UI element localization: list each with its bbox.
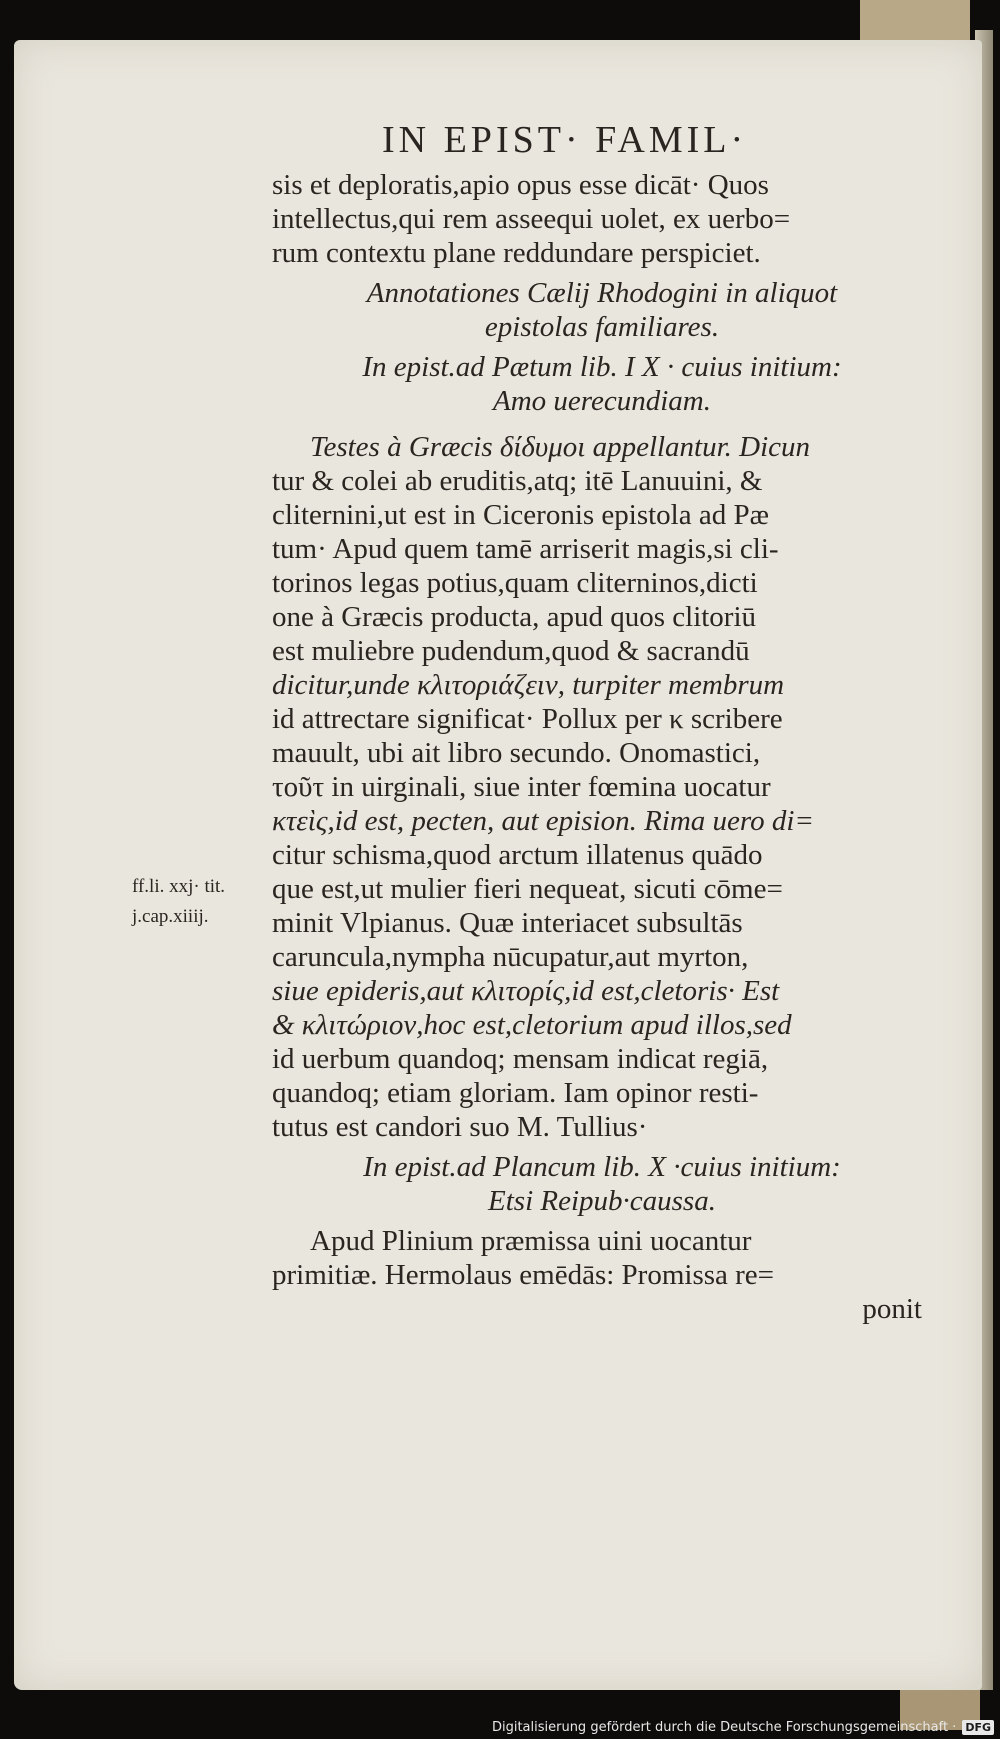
text-line: Etsi Reipub·caussa. [488,1185,716,1217]
text-line: one à Græcis producta, apud quos clitoriū [272,601,757,633]
text-line: cliternini,ut est in Ciceronis epistola ad Pæ [272,499,769,531]
text-line: Annotationes Cælij Rhodogini in aliquot [366,277,838,309]
text-line: tur & colei ab eruditis,atq; itē Lanuuini, & [272,465,763,497]
text-line: rum contextu plane reddundare perspiciet. [272,237,761,269]
margin-note-line: ff.li. xxj· tit. [132,876,226,897]
text-line: epistolas familiares. [484,311,720,343]
line-gap [272,418,932,430]
text-line: Testes à Græcis δίδυμοι appellantur. Dicun [310,431,811,463]
text-line: intellectus,qui rem asseequi uolet, ex uerbo= [272,203,791,235]
text-line: & κλιτώριον,hoc est,cletorium apud illos,sed [272,1009,792,1041]
running-header: IN EPIST· FAMIL· [382,119,748,161]
body-text [272,168,932,1326]
text-line: sis et deploratis,apio opus esse dicāt· Quos [272,169,769,201]
text-line: minit Vlpianus. Quæ interiacet subsultās [272,907,743,939]
text-line: que est,ut mulier fieri nequeat, sicuti cōme= [272,873,783,905]
text-line: tum· Apud quem tamē arriserit magis,si cli- [272,533,779,565]
text-line: tutus est candori suo M. Tullius· [272,1111,648,1143]
text-line: In epist.ad Pætum lib. I X · cuius initium: [362,351,842,383]
text-line: mauult, ubi ait libro secundo. Onomastici, [272,737,761,769]
text-line: dicitur,unde κλιτοριάζειν, turpiter membrum [272,669,785,701]
text-line: id attrectare significat· Pollux per κ scribere [272,703,783,735]
text-line: est muliebre pudendum,quod & sacrandū [272,635,750,667]
text-line: siue epideris,aut κλιτορίς,id est,cletoris· Est [272,975,780,1007]
text-line: κτεὶς,id est, pecten, aut epision. Rima uero di= [272,805,814,837]
margin-note [132,872,225,932]
footer-credit: Digitalisierung gefördert durch die Deutsche Forschungsgemeinschaft · [491,1720,957,1735]
text-line: citur schisma,quod arctum illatenus quādo [272,839,763,871]
text-line: τοῦτ in uirginali, siue inter fœmina uocatur [272,771,771,803]
text-line: id uerbum quandoq; mensam indicat regiā, [272,1043,769,1075]
margin-note-line: j.cap.xiiij. [132,906,209,927]
text-line: quandoq; etiam gloriam. Iam opinor resti- [272,1077,759,1109]
page-edge-top [860,0,970,40]
digitization-footer [0,1716,1000,1739]
text-line: caruncula,nympha nūcupatur,aut myrton, [272,941,749,973]
text-line: torinos legas potius,quam cliterninos,dicti [272,567,758,599]
text-line: ponit [862,1293,922,1325]
dfg-logo-icon: DFG [962,1720,994,1735]
text-line: In epist.ad Plancum lib. X ·cuius initium: [363,1151,841,1183]
text-line: Amo uerecundiam. [493,385,711,417]
text-line: primitiæ. Hermolaus emēdās: Promissa re= [272,1259,775,1291]
text-line: Apud Plinium præmissa uini uocantur [310,1225,752,1257]
